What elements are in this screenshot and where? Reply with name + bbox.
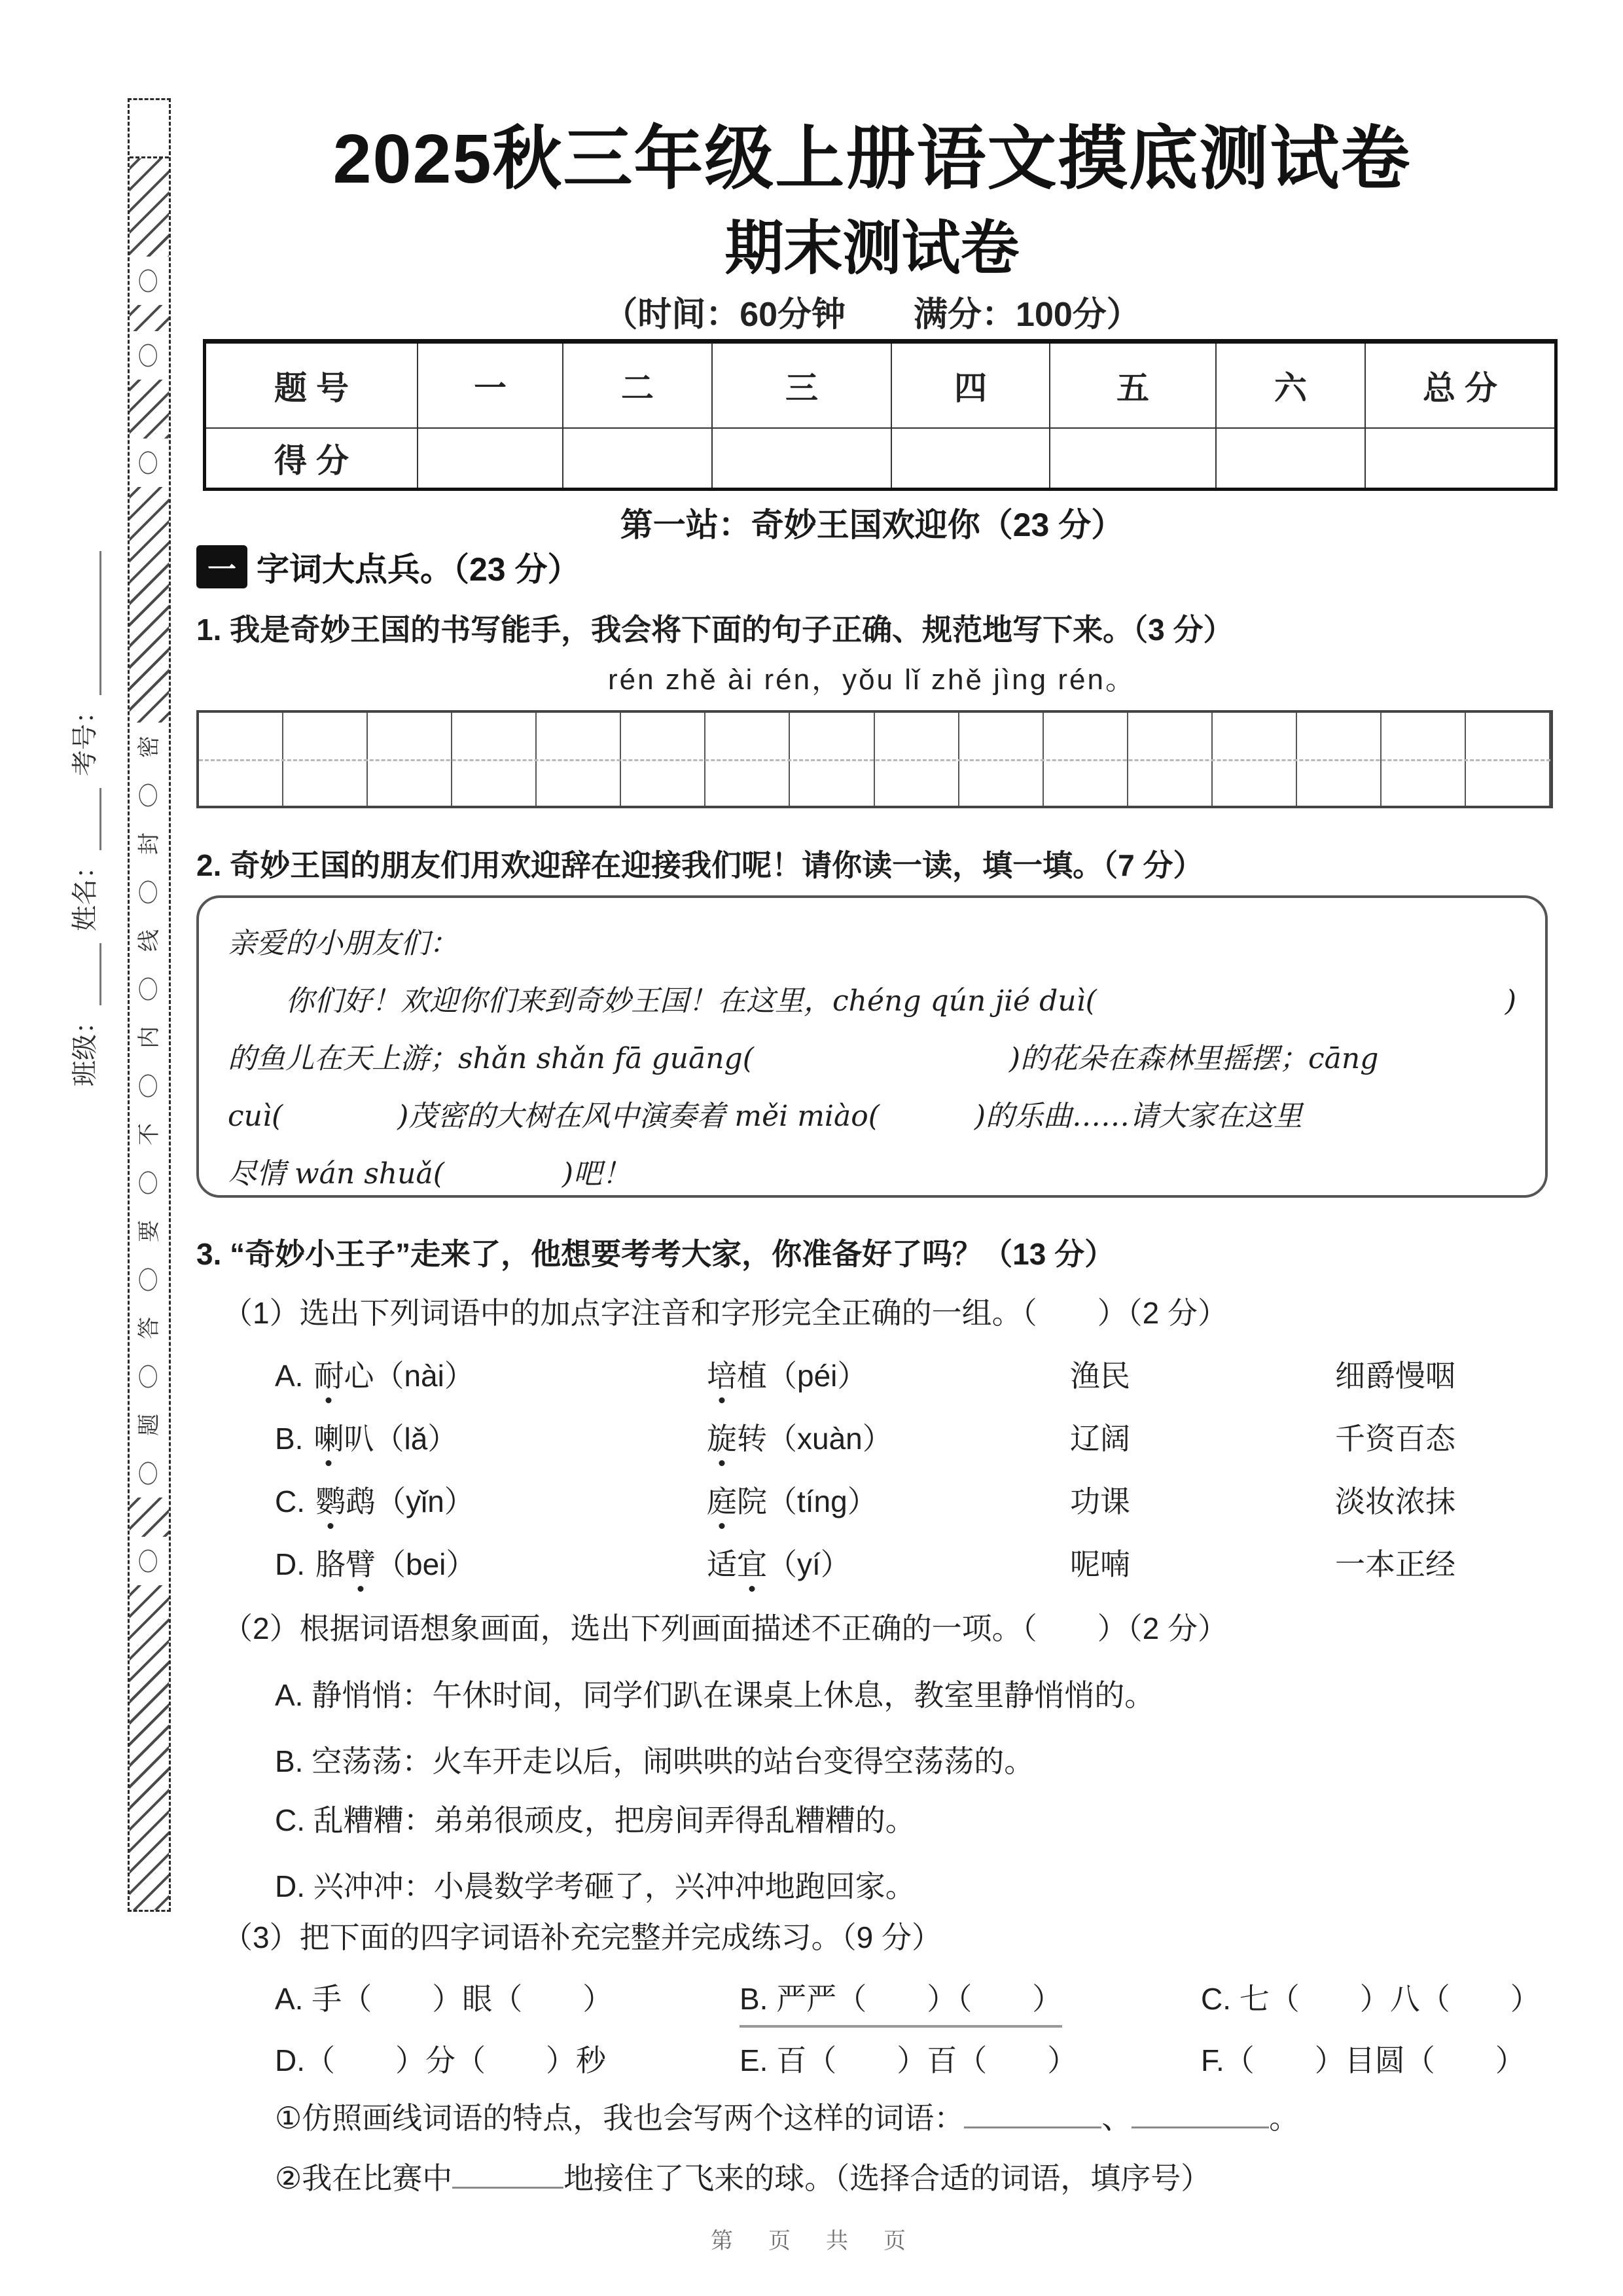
q3-sub3-item1: [196, 2094, 1548, 2138]
score-cell[interactable]: [1050, 428, 1216, 490]
score-table-header-cell: 总 分: [1365, 342, 1556, 429]
letter-text: cuì(: [228, 1100, 283, 1133]
section-number-box: 一: [196, 545, 247, 588]
seal-circle: 〇: [137, 1363, 161, 1390]
letter-text: )的花朵在森林里摇摆；cāng: [1008, 1042, 1379, 1075]
seal-circle: 〇: [137, 268, 161, 294]
page-footer: 第 页 共 页: [711, 2229, 912, 2253]
letter-text: )茂密的大树在风中演奏着 měi miào(: [397, 1100, 880, 1133]
question-1-pinyin: rén zhě ài rén，yǒu lǐ zhě jìng rén。: [608, 664, 1136, 696]
q3-sub2-option-b[interactable]: B. 空荡荡：火车开走以后，闹哄哄的站台变得空荡荡的。: [275, 1744, 1035, 1778]
score-table-wrap: [203, 339, 1558, 491]
score-cell[interactable]: [891, 428, 1050, 490]
name-blank[interactable]: [71, 788, 101, 850]
q3-sub2-option-a[interactable]: A. 静悄悄：午休时间，同学们趴在课桌上休息，教室里静悄悄的。: [275, 1678, 1155, 1712]
score-cell[interactable]: [1216, 428, 1365, 490]
name-field: [64, 788, 101, 931]
name-label: 姓名：: [71, 853, 99, 931]
question-2-text: 2. 奇妙王国的朋友们用欢迎辞在迎接我们呢！请你读一读，填一填。（7 分）: [196, 848, 1204, 882]
seal-circle: 〇: [137, 1073, 161, 1099]
q3-sub2-option-d[interactable]: D. 兴冲冲：小晨数学考砸了，兴冲冲地跑回家。: [275, 1869, 916, 1903]
score-cell[interactable]: [1365, 428, 1556, 490]
letter-text: 尽情 wán shuǎ(: [228, 1157, 444, 1191]
option-b-word1[interactable]: B. 喇叭（lǎ）: [275, 1422, 458, 1456]
question-3-text: 3. “奇妙小王子”走来了，他想要考考大家，你准备好了吗？（13 分）: [196, 1237, 1115, 1271]
item1-separator: 、: [1101, 2101, 1132, 2135]
writing-grid-midline: [199, 759, 1550, 761]
option-d-word2: 适宜（yí）: [707, 1547, 851, 1581]
word-blank-2[interactable]: [1132, 2096, 1269, 2128]
option-b-word3: 辽阔: [1070, 1422, 1130, 1456]
seal-char: 答: [137, 1317, 162, 1339]
option-a-word1[interactable]: A. 耐心（nài）: [275, 1359, 474, 1393]
option-a-word3: 渔民: [1070, 1359, 1130, 1393]
seal-circle: 〇: [137, 1548, 161, 1574]
letter-text: )吧！: [562, 1157, 632, 1191]
idiom-c[interactable]: C. 七（ ）八（ ）: [1201, 1982, 1541, 2016]
letter-blank-paren[interactable]: ): [1505, 984, 1516, 1018]
answer-blank[interactable]: [452, 2157, 563, 2189]
seal-hatch: [130, 158, 169, 257]
item1-period: 。: [1269, 2101, 1300, 2135]
q3-sub2-option-c[interactable]: C. 乱糟糟：弟弟很顽皮，把房间弄得乱糟糟的。: [275, 1803, 916, 1837]
idiom-d[interactable]: D.（ ）分（ ）秒: [275, 2043, 606, 2077]
option-d-word3: 呢喃: [1070, 1547, 1130, 1581]
score-table-header-cell: 四: [891, 342, 1050, 429]
q3-sub2-title: （2）根据词语想象画面，选出下列画面描述不正确的一项。（ ）（2 分）: [223, 1611, 1228, 1645]
idiom-a[interactable]: A. 手（ ）眼（ ）: [275, 1982, 613, 2016]
option-c-word2: 庭院（tíng）: [707, 1484, 878, 1518]
writing-grid[interactable]: [196, 710, 1553, 808]
seal-char: 封: [137, 833, 162, 855]
seal-circle: 〇: [137, 976, 161, 1002]
score-table-header-cell: 二: [563, 342, 712, 429]
option-c-word4: 淡妆浓抹: [1335, 1484, 1455, 1518]
option-a-word2: 培植（péi）: [707, 1359, 868, 1393]
seal-hatch: [130, 1498, 169, 1537]
score-table: [203, 339, 1558, 491]
word-blank-1[interactable]: [964, 2096, 1101, 2128]
seal-char: 密: [137, 736, 162, 758]
section-title: 字词大点兵。（23 分）: [257, 551, 580, 588]
item2-text-end: 地接住了飞来的球。（选择合适的词语，填序号）: [563, 2161, 1211, 2195]
item2-text: ②我在比赛中: [275, 2161, 453, 2195]
letter-text: 你们好！欢迎你们来到奇妙王国！在这里，chéng qún jié duì(: [285, 984, 1097, 1018]
item1-text: ①仿照画线词语的特点，我也会写两个这样的词语：: [275, 2101, 965, 2135]
option-b-word2: 旋转（xuàn）: [707, 1422, 893, 1456]
seal-hatch: [130, 487, 169, 723]
score-cell[interactable]: [712, 428, 891, 490]
welcome-letter-box: [196, 895, 1548, 1198]
score-row-label: 得 分: [205, 428, 418, 490]
q3-sub3-row1: [196, 1975, 1548, 2018]
option-b-word4: 千资百态: [1335, 1422, 1455, 1456]
seal-strip-top-box: [130, 100, 169, 158]
station-heading: 第一站：奇妙王国欢迎你（23 分）: [620, 507, 1124, 543]
time-score-line: （时间：60分钟 满分：100分）: [603, 296, 1141, 334]
seal-char: 题: [137, 1414, 162, 1436]
section-one-heading: [196, 543, 1548, 590]
student-id-blank[interactable]: [71, 551, 101, 695]
seal-circle: 〇: [137, 1170, 161, 1196]
seal-char: 不: [137, 1123, 162, 1145]
score-cell[interactable]: [563, 428, 712, 490]
score-table-header-cell: 三: [712, 342, 891, 429]
idiom-b-underlined[interactable]: B. 严严（ ）（ ）: [740, 1975, 1201, 2018]
letter-text: )的乐曲……请大家在这里: [974, 1100, 1303, 1133]
q3-sub3-row2: [196, 2037, 1548, 2080]
option-c-word1[interactable]: C. 鹦鹉（yǐn）: [275, 1484, 474, 1518]
student-id-label: 考号：: [71, 698, 99, 776]
seal-hatch: [130, 380, 169, 439]
paper-body: [196, 0, 1548, 2296]
option-d-word4: 一本正经: [1335, 1547, 1455, 1581]
question-1-text: 1. 我是奇妙王国的书写能手，我会将下面的句子正确、规范地写下来。（3 分）: [196, 613, 1234, 647]
seal-line-strip: [128, 98, 171, 1912]
q3-sub3-item2: [196, 2155, 1548, 2198]
seal-char: 线: [137, 929, 162, 952]
class-label: 班级：: [71, 1008, 99, 1086]
score-cell[interactable]: [418, 428, 563, 490]
option-d-word1[interactable]: D. 胳臂（bei）: [275, 1547, 476, 1581]
score-table-header-cell: 一: [418, 342, 563, 429]
class-blank[interactable]: [71, 943, 101, 1005]
seal-circle: 〇: [137, 782, 161, 808]
letter-line: [228, 1088, 1516, 1145]
option-a-word4: 细爵慢咽: [1335, 1359, 1455, 1393]
letter-line: [228, 1030, 1516, 1088]
letter-line: [228, 973, 1516, 1030]
score-table-header-cell: 题 号: [205, 342, 418, 429]
seal-hatch: [130, 1585, 169, 1910]
score-table-header-cell: 六: [1216, 342, 1365, 429]
paper-subtitle: 期末测试卷: [724, 216, 1020, 281]
seal-hatch: [130, 305, 169, 331]
seal-circle: 〇: [137, 1460, 161, 1486]
class-field: [64, 943, 101, 1086]
letter-line: [228, 1145, 1516, 1203]
student-info-labels: [62, 537, 101, 1086]
seal-circle: 〇: [137, 879, 161, 905]
q3-sub1-title: （1）选出下列词语中的加点字注音和字形完全正确的一组。（ ）（2 分）: [223, 1296, 1228, 1330]
student-id-field: [64, 551, 101, 776]
idiom-e[interactable]: E. 百（ ）百（ ）: [740, 2043, 1078, 2077]
score-table-header-cell: 五: [1050, 342, 1216, 429]
letter-text: 的鱼儿在天上游；shǎn shǎn fā guāng(: [228, 1042, 754, 1075]
q3-sub3-title: （3）把下面的四字词语补充完整并完成练习。（9 分）: [223, 1920, 942, 1954]
option-c-word3: 功课: [1070, 1484, 1130, 1518]
seal-char: 内: [137, 1026, 162, 1049]
paper-title: 2025秋三年级上册语文摸底测试卷: [332, 120, 1412, 198]
q3-sub1-options: [196, 1352, 1548, 1604]
seal-circle: 〇: [137, 1266, 161, 1293]
letter-salutation: 亲爱的小朋友们：: [228, 927, 458, 960]
seal-circle: 〇: [137, 450, 161, 476]
seal-circle: 〇: [137, 342, 161, 368]
idiom-f[interactable]: F.（ ）目圆（ ）: [1201, 2043, 1525, 2077]
seal-char: 要: [137, 1220, 162, 1242]
